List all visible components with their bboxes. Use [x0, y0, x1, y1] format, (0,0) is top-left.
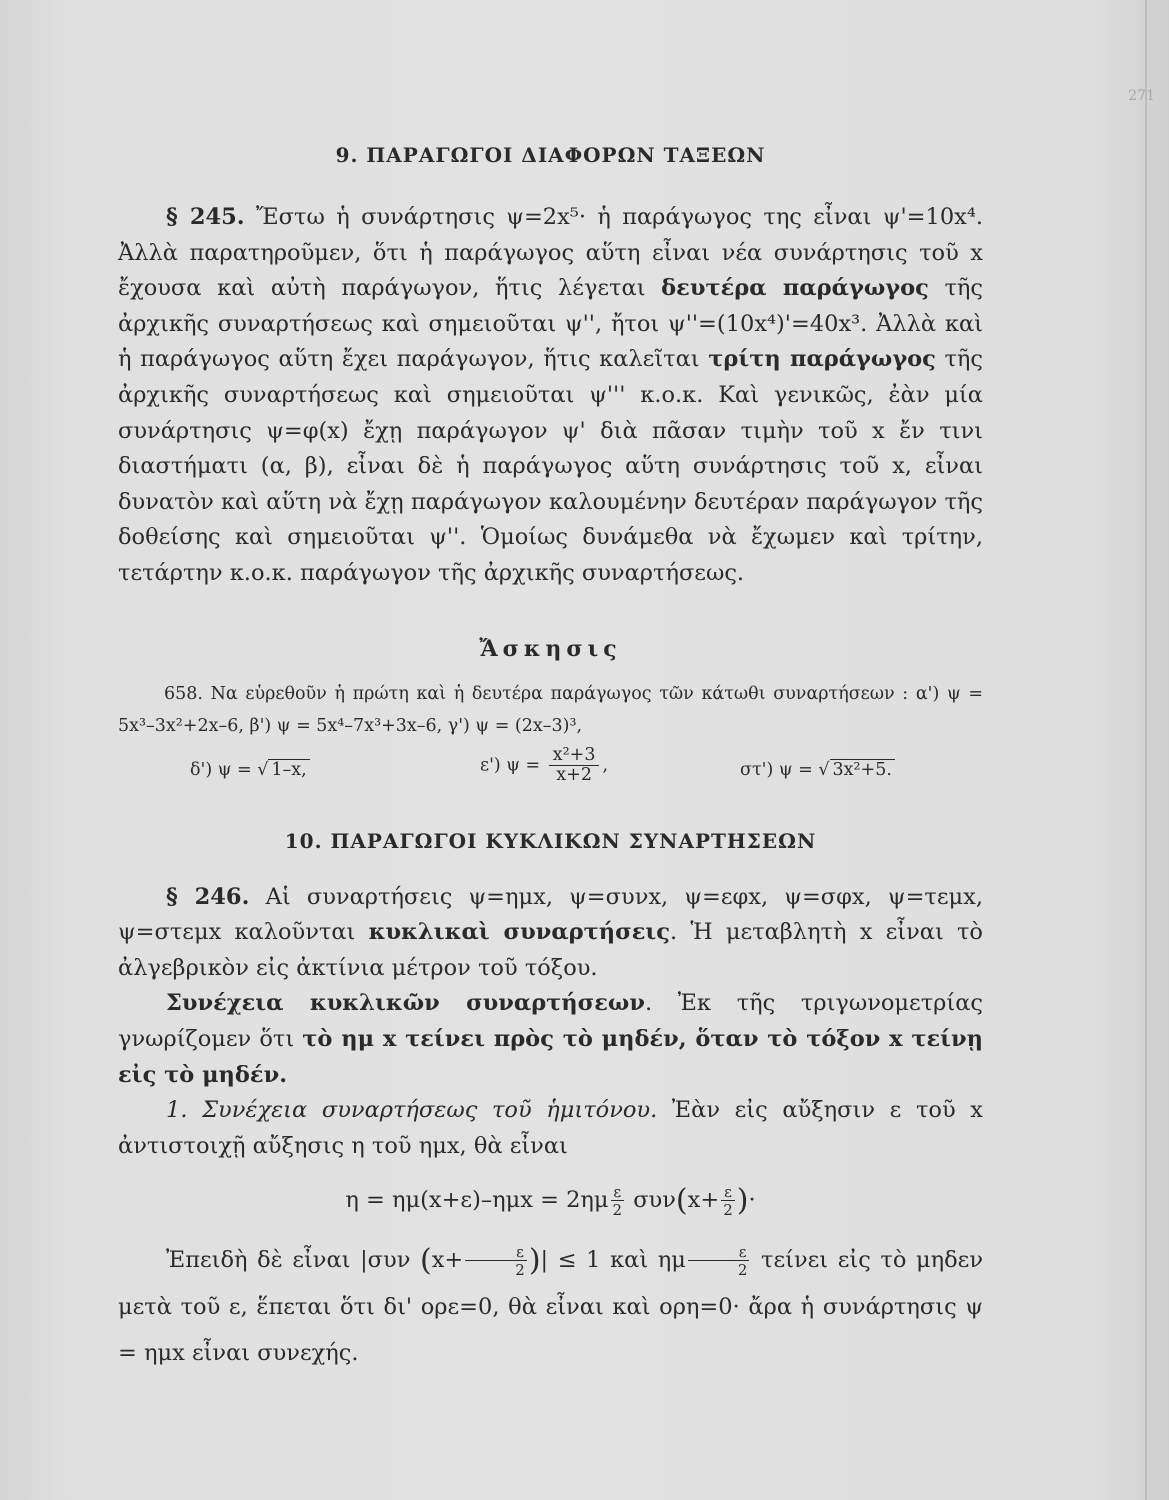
- term-second-derivative: δευτέρα παράγωγος: [661, 275, 929, 302]
- exercise-e: ε') ψ = $\frac{\text{x²+3}}{x+2}$ ,: [480, 744, 609, 785]
- page-edge: [1145, 0, 1147, 1500]
- section-9-heading: 9. ΠΑΡΑΓΩΓΟΙ ΔΙΑΦΟΡΩΝ ΤΑΞΕΩΝ: [335, 143, 766, 167]
- fraction-eps-over-2: $\frac{\varepsilon}{2}$: [723, 1182, 733, 1220]
- sqrt-sign: √ 1–x,: [257, 760, 309, 780]
- increment-formula: η = ημ(x+ε)–ημx = 2ημ $\frac{\varepsilon}{2}$ συν(x+ $\frac{\varepsilon}{2}$ )·: [345, 1182, 756, 1220]
- sine-limit-statement: τὸ ημ x τείνει πρὸς τὸ μηδέν, ὅταν τὸ τόξον x τείνῃ εἰς τὸ μηδέν.: [118, 1025, 984, 1088]
- sine-continuity-paragraph: 1. Συνέχεια συναρτήσεως τοῦ ἡμιτόνου. Ἐὰν εἰς αὔξησιν ε τοῦ x ἀντιστοιχῇ αὔξησις η τοῦ ημx, θὰ εἶναι: [118, 1097, 983, 1159]
- term-third-derivative: τρίτη παράγωγος: [708, 346, 936, 373]
- term-continuity: Συνέχεια κυκλικῶν συναρτήσεων: [166, 990, 645, 1017]
- fraction-eps-over-2: $\frac{\varepsilon}{2}$: [612, 1182, 623, 1220]
- exercise-d: δ') ψ = √ 1–x,: [190, 760, 310, 780]
- term-circular-functions: κυκλικαὶ συναρτήσεις: [368, 919, 670, 946]
- section-10-heading: 10. ΠΑΡΑΓΩΓΟΙ ΚΥΚΛΙΚΩΝ ΣΥΝΑΡΤΗΣΕΩΝ: [284, 828, 817, 853]
- section-245-paragraph: § 245. Ἔστω ἡ συνάρτησις ψ=2x⁵· ἡ παράγωγος της εἶναι ψ'=10x⁴. Ἀλλὰ παρατηροῦμεν, ὅτι ἡ παράγωγος αὕτη εἶναι νέα συνάρτησις τοῦ x ἔχουσα καὶ αὐτὴ παράγωγον, ἥτις λέγεται δευτέρα παράγωγος τῆς ἀρχικῆς συναρτήσεως καὶ σημειοῦται ψ'', ἤτοι ψ''=(10x⁴)'=40x³. Ἀλλὰ καὶ ἡ παράγωγος αὕτη ἔχει παράγωγον, ἥτις καλεῖται τρίτη παράγωγος τῆς ἀρχικῆς συναρτήσεως καὶ σημειοῦται ψ''' κ.ο.κ. Καὶ γενικῶς, ἐὰν μία συνάρτησις ψ=φ(x) ἔχῃ παράγωγον ψ' διὰ πᾶσαν τιμὴν τοῦ x ἔν τινι διαστήματι (α, β), εἶναι δὲ ἡ παράγωγος αὕτη συνάρτησις τοῦ x, εἶναι δυνατὸν καὶ αὕτη νὰ ἔχῃ παράγωγον καλουμένην δευτέραν παράγωγον τῆς δοθείσης καὶ σημειοῦται ψ''. Ὁμοίως δυνάμεθα νὰ ἔχωμεν καὶ τρίτην, τετάρτην κ.ο.κ. παράγωγον τῆς ἀρχικῆς συναρτήσεως.: [118, 204, 983, 586]
- exercise-title: Ἄσκησις: [479, 635, 622, 662]
- subheading-sine-continuity: 1. Συνέχεια συναρτήσεως τοῦ ἡμιτόνου.: [166, 1097, 658, 1124]
- section-246-paragraph: § 246. Αἱ συναρτήσεις ψ=ημx, ψ=συνx, ψ=εφx, ψ=σφx, ψ=τεμx, ψ=στεμx καλοῦνται κυκλικαὶ συναρτήσεις. Ἡ μεταβλητὴ x εἶναι τὸ ἀλγεβρικὸν εἰς ἀκτίνια μέτρον τοῦ τόξου.: [118, 883, 983, 981]
- exercise-658-text: 658. Να εὑρεθοῦν ἡ πρώτη καὶ ἡ δευτέρα παράγωγος τῶν κάτωθι συναρτήσεων : α') ψ = 5x³–3x²+2x–6, β') ψ = 5x⁴–7x³+3x–6, γ') ψ = (2x–3)³,: [118, 683, 983, 736]
- exercise-st: στ') ψ = √ 3x²+5.: [740, 760, 895, 780]
- exercise-658-formulas: [118, 742, 983, 804]
- fraction: $\frac{\text{x²+3}}{x+2}$: [549, 746, 600, 786]
- section-number: § 246.: [166, 883, 250, 910]
- sqrt-sign: √ 3x²+5.: [818, 760, 895, 780]
- section-number: § 245.: [166, 204, 245, 230]
- fraction-eps-over-2: $\frac{\varepsilon}{2}$: [465, 1244, 527, 1280]
- page-content: [118, 140, 983, 1376]
- fraction-eps-over-2: $\frac{\varepsilon}{2}$: [688, 1244, 750, 1280]
- page-number: 271: [1128, 88, 1155, 104]
- bound-paragraph: Ἐπειδὴ δὲ εἶναι |συν (x+ $\frac{\varepsilon}{2}$ )| ≤ 1 καὶ ημ $\frac{\varepsilon}{2}$ τείνει εἰς τὸ μηδεν μετὰ τοῦ ε, ἕπεται ὅτι δι' ορε=0, θὰ εἶναι καὶ ορη=0· ἄρα ἡ συνάρτησις ψ = ημx εἶναι συνεχής.: [118, 1242, 983, 1367]
- continuity-paragraph: Συνέχεια κυκλικῶν συναρτήσεων. Ἐκ τῆς τριγωνομετρίας γνωρίζομεν ὅτι τὸ ημ x τείνει πρὸς τὸ μηδέν, ὅταν τὸ τόξον x τείνῃ εἰς τὸ μηδέν.: [118, 990, 984, 1088]
